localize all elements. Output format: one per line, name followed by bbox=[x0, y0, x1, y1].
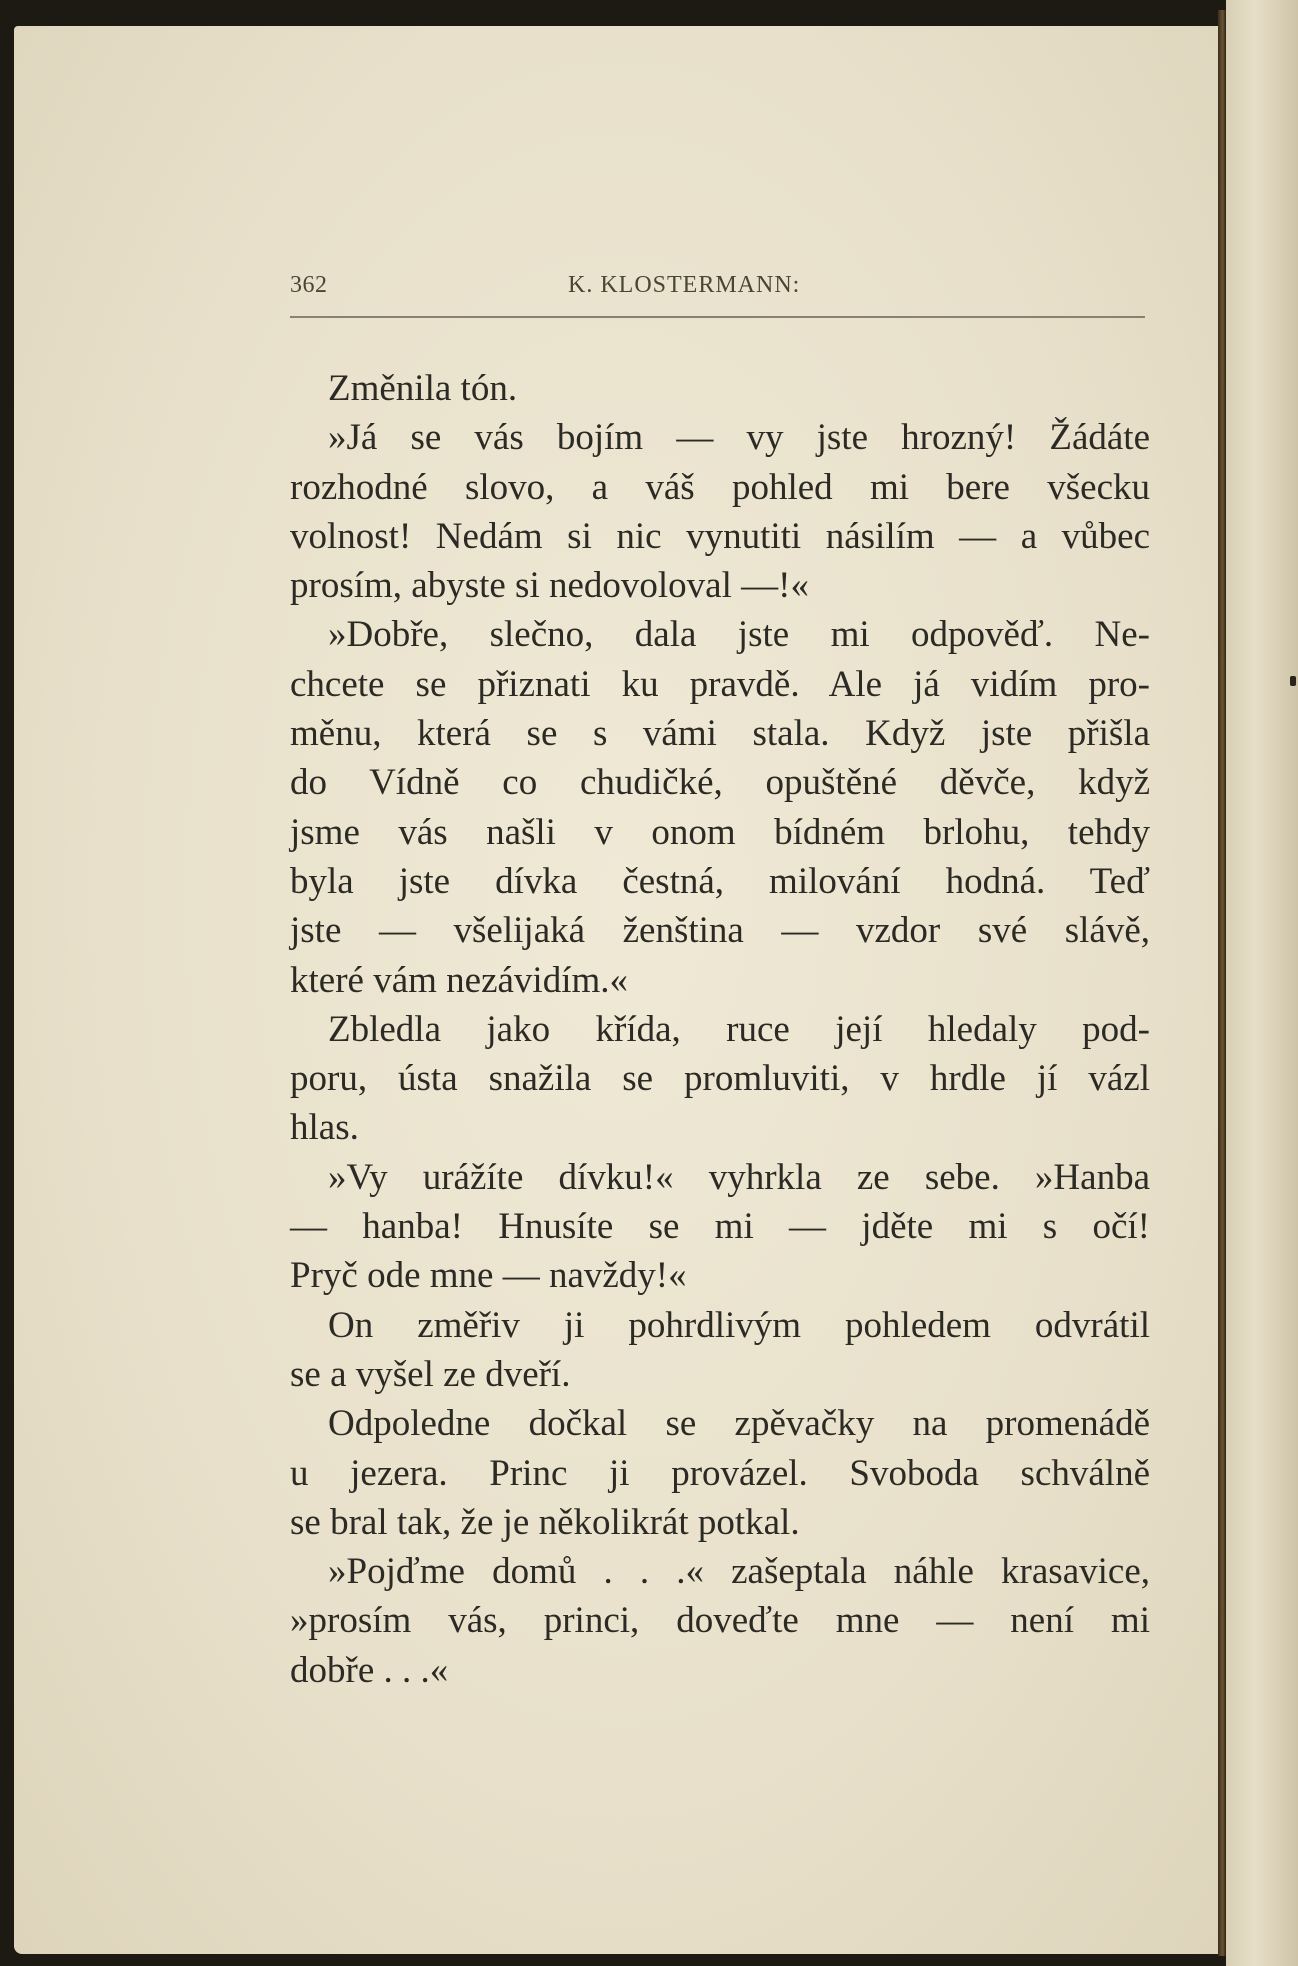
text-line: Změnila tón. bbox=[328, 368, 518, 409]
page-number: 362 bbox=[290, 272, 328, 298]
text-line: »prosím vás, princi, doveďte mne — není mi bbox=[290, 1600, 1150, 1642]
text-line: Zbledla jako křída, ruce její hledaly pod- bbox=[328, 1008, 1150, 1050]
facing-page-mark bbox=[1290, 676, 1296, 686]
text-line: jste — všelijaká ženština — vzdor své slávě, bbox=[290, 910, 1150, 952]
page-header bbox=[290, 272, 1145, 318]
text-line: u jezera. Princ ji provázel. Svoboda schválně bbox=[290, 1452, 1150, 1494]
text-line: »Dobře, slečno, dala jste mi odpověď. Ne- bbox=[328, 614, 1150, 656]
text-line: »Já se vás bojím — vy jste hrozný! Žádáte bbox=[328, 417, 1150, 459]
text-line: volnost! Nedám si nic vynutiti násilím — a vůbec bbox=[290, 515, 1150, 557]
text-line: poru, ústa snažila se promluviti, v hrdle jí vázl bbox=[290, 1058, 1150, 1100]
text-line: hlas. bbox=[290, 1107, 359, 1149]
text-line: Pryč ode mne — navždy!« bbox=[290, 1255, 687, 1297]
text-line: rozhodné slovo, a váš pohled mi bere všecku bbox=[290, 466, 1150, 508]
text-line: Odpoledne dočkal se zpěvačky na promenádě bbox=[328, 1403, 1150, 1445]
text-line: — hanba! Hnusíte se mi — jděte mi s očí! bbox=[290, 1206, 1150, 1248]
text-line: »Vy urážíte dívku!« vyhrkla ze sebe. »Hanba bbox=[328, 1156, 1150, 1198]
text-line: které vám nezávidím.« bbox=[290, 959, 629, 1001]
text-line: prosím, abyste si nedovoloval —!« bbox=[290, 565, 809, 607]
facing-page-edge bbox=[1226, 0, 1298, 1966]
text-line: se bral tak, že je několikrát potkal. bbox=[290, 1501, 800, 1543]
text-line: do Vídně co chudičké, opuštěné děvče, když bbox=[290, 762, 1150, 804]
body-text bbox=[290, 364, 1150, 1695]
text-line: se a vyšel ze dveří. bbox=[290, 1353, 571, 1395]
text-line: měnu, která se s vámi stala. Když jste přišla bbox=[290, 713, 1150, 755]
running-head: K. KLOSTERMANN: bbox=[568, 272, 801, 298]
text-line: dobře . . .« bbox=[290, 1649, 449, 1691]
text-line: »Pojďme domů . . .« zašeptala náhle krasavice, bbox=[328, 1551, 1150, 1593]
text-line: byla jste dívka čestná, milování hodná. Teď bbox=[290, 860, 1150, 902]
book-spine bbox=[1218, 10, 1226, 1956]
text-line: On změřiv ji pohrdlivým pohledem odvrátil bbox=[328, 1304, 1150, 1346]
text-line: jsme vás našli v onom bídném brlohu, tehdy bbox=[290, 811, 1150, 853]
text-line: chcete se přiznati ku pravdě. Ale já vidím pro- bbox=[290, 663, 1150, 705]
